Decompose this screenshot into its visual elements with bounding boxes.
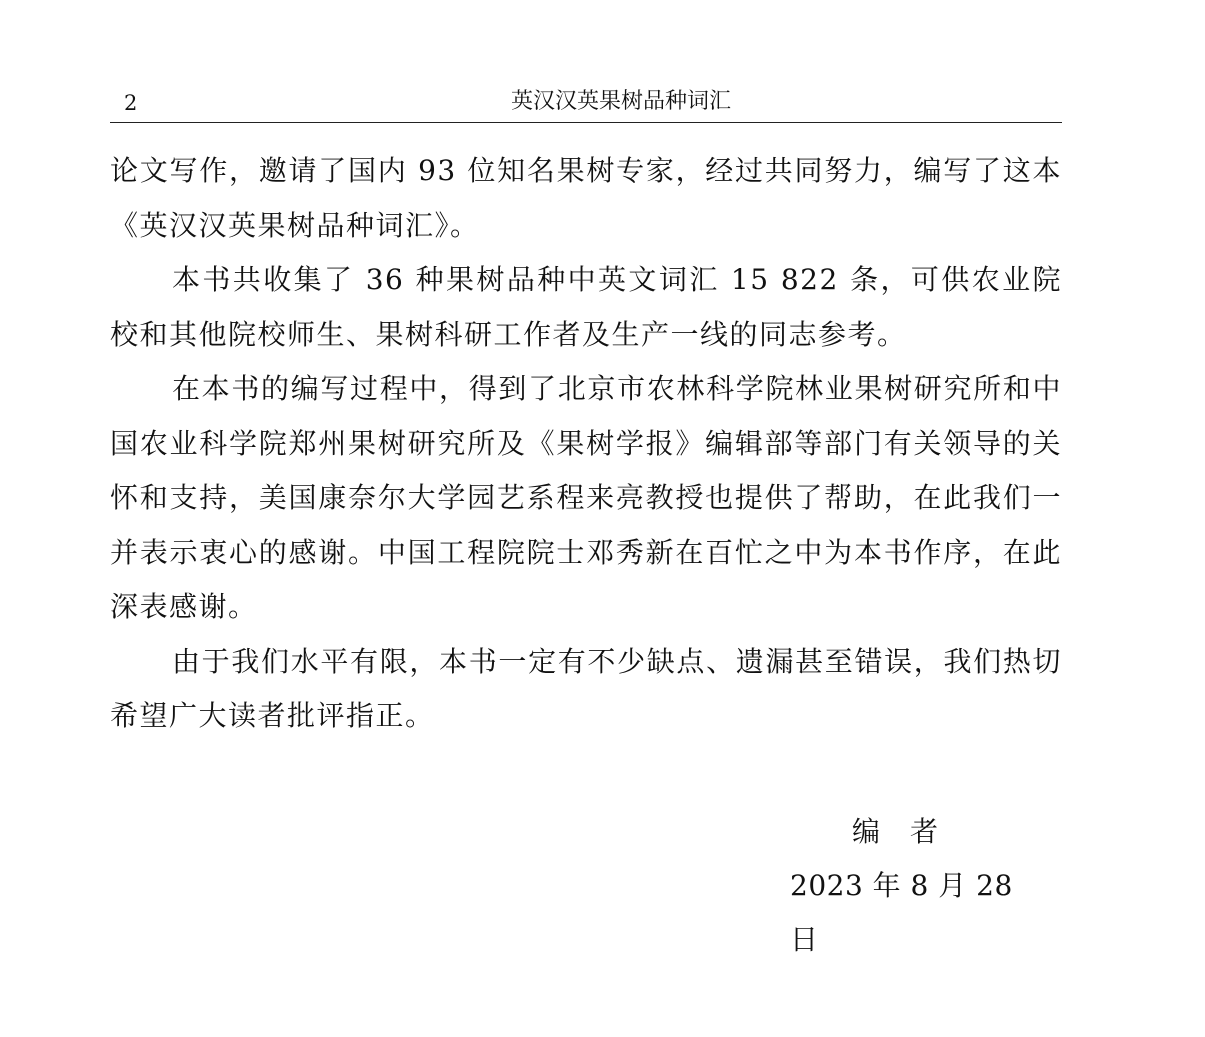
paragraph-2: 本书共收集了 36 种果树品种中英文词汇 15 822 条，可供农业院校和其他院校师生、果树科研工作者及生产一线的同志参考。 xyxy=(110,263,1062,351)
body-text xyxy=(110,144,1062,744)
signoff xyxy=(790,805,1050,967)
paragraph-1: 论文写作，邀请了国内 93 位知名果树专家，经过共同努力，编写了这本《英汉汉英果树品种词汇》。 xyxy=(110,154,1062,242)
paragraph-3: 在本书的编写过程中，得到了北京市农林科学院林业果树研究所和中国农业科学院郑州果树研究所及《果树学报》编辑部等部门有关领导的关怀和支持，美国康奈尔大学园艺系程来亮教授也提供了帮助，在此我们一并表示衷心的感谢。中国工程院院士邓秀新在百忙之中为本书作序，在此深表感谢。 xyxy=(110,372,1062,623)
paragraph-4: 由于我们水平有限，本书一定有不少缺点、遗漏甚至错误，我们热切希望广大读者批评指正。 xyxy=(110,644,1062,732)
signoff-date: 2023 年 8 月 28 日 xyxy=(790,869,1013,956)
editor-signature: 编 者 xyxy=(852,815,940,848)
page-number: 2 xyxy=(124,91,138,115)
page-header xyxy=(110,84,1062,123)
running-title: 英汉汉英果树品种词汇 xyxy=(510,89,731,114)
